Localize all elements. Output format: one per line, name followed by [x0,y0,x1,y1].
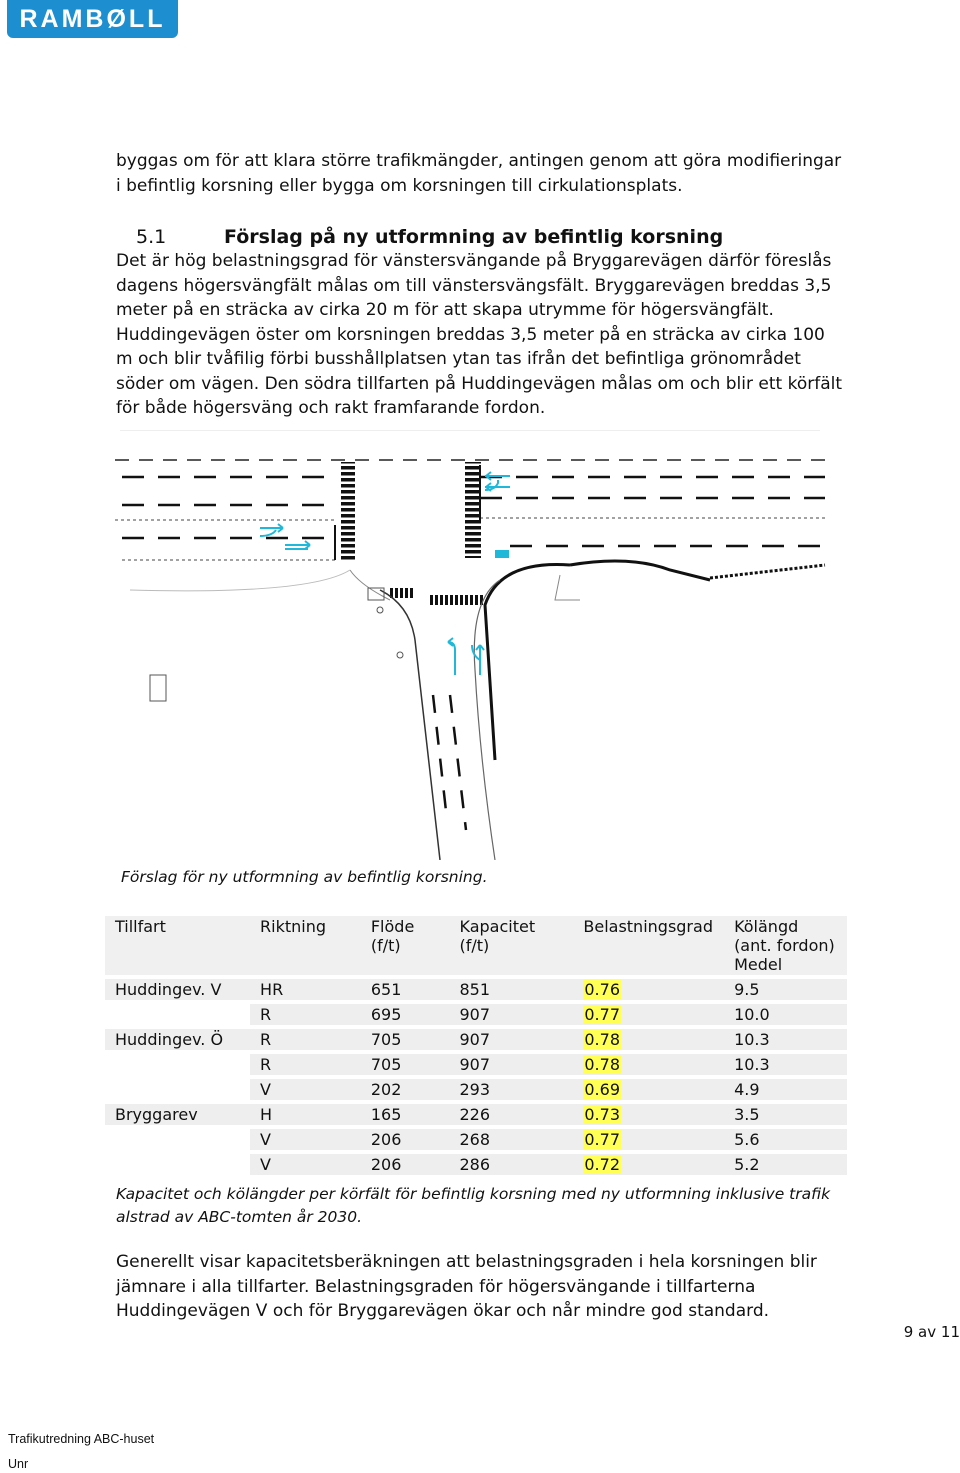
header-kapacitet: Kapacitet (f/t) [449,916,573,975]
cell-riktning: R [250,1004,361,1025]
cell-flode: 206 [361,1129,450,1150]
table-row [105,1154,847,1175]
cell-riktning: H [250,1104,361,1125]
header-kolangd: Kölängd (ant. fordon) Medel [724,916,847,975]
south-leg-east-edge [485,565,570,761]
cell-flode: 165 [361,1104,450,1125]
cell-flode: 705 [361,1054,450,1075]
cell-kolangd: 10.3 [724,1029,847,1050]
section-heading [136,226,723,248]
table-row [105,979,847,1000]
cell-tillfart [105,1129,250,1150]
section-body: Det är hög belastningsgrad för vänstersvängande på Bryggarevägen därför föreslås dagens högersvängfält målas om till vänstersvängsfält. Bryggarevägen breddas 3,5 meter på en sträcka av cirka 20 m för att skapa utrymme för högersvängfält. Huddingevägen öster om korsningen breddas 3,5 meter på en sträcka av cirka 100 m och blir tvåfilig förbi busshållplatsen ytan tas ifrån det befintliga grönområdet söder om vägen. Den södra tillfarten på Huddingevägen målas om och blir ett körfält för både högersväng och rakt framfarande fordon. [116,251,843,418]
cell-riktning: V [250,1079,361,1100]
cell-kapacitet: 226 [449,1104,573,1125]
cell-kapacitet: 286 [449,1154,573,1175]
header-riktning: Riktning [250,916,361,975]
crosswalk-east [465,462,481,558]
crosswalk-west [341,462,355,560]
footer-code: Unr [8,1457,29,1471]
cell-belastningsgrad [573,1129,724,1150]
highlight-value: 0.77 [584,1005,620,1024]
cell-riktning: HR [250,979,361,1000]
cell-belastningsgrad [573,1029,724,1050]
cell-kolangd: 10.0 [724,1004,847,1025]
cell-belastningsgrad [573,1154,724,1175]
table-row [105,1029,847,1050]
cell-kapacitet: 851 [449,979,573,1000]
cell-riktning: V [250,1154,361,1175]
ramboll-logo: RAMBØLL [7,0,178,38]
table-row [105,1004,847,1025]
cell-tillfart [105,1079,250,1100]
cell-flode: 705 [361,1029,450,1050]
table-header-row [105,916,847,975]
header-belastningsgrad: Belastningsgrad [573,916,724,975]
cell-kapacitet: 907 [449,1054,573,1075]
cell-kolangd: 5.6 [724,1129,847,1150]
highlight-value: 0.78 [584,1055,620,1074]
cell-riktning: R [250,1029,361,1050]
cell-kolangd: 5.2 [724,1154,847,1175]
cell-belastningsgrad [573,1004,724,1025]
figure-caption: Förslag för ny utformning av befintlig korsning. [121,868,488,886]
section-title: Förslag på ny utformning av befintlig korsning [224,226,724,248]
highlight-value: 0.72 [584,1155,620,1174]
cell-tillfart: Huddingev. Ö [105,1029,250,1050]
conclusion-paragraph: Generellt visar kapacitetsberäkningen att belastningsgraden i hela korsningen blir jämnare i alla tillfarter. Belastningsgraden för högersvängande i tillfarterna Huddingevägen V och för Bryggarevägen ökar och når mindre god standard. [116,1252,817,1321]
highlight-value: 0.78 [584,1030,620,1049]
highlight-value: 0.73 [584,1105,620,1124]
cell-kolangd: 3.5 [724,1104,847,1125]
cell-tillfart: Bryggarev [105,1104,250,1125]
cell-flode: 651 [361,979,450,1000]
cell-tillfart [105,1154,250,1175]
header-tillfart: Tillfart [105,916,250,975]
cell-belastningsgrad [573,979,724,1000]
cell-kapacitet: 907 [449,1029,573,1050]
cell-tillfart [105,1004,250,1025]
highlight-value: 0.69 [584,1080,620,1099]
table-row [105,1129,847,1150]
cell-flode: 206 [361,1154,450,1175]
south-leg-west-edge [380,590,440,860]
cell-belastningsgrad [573,1104,724,1125]
crosswalk-south-right [430,595,485,605]
cell-riktning: V [250,1129,361,1150]
cell-riktning: R [250,1054,361,1075]
footer-doc-title: Trafikutredning ABC-huset [8,1432,155,1446]
header-flode: Flöde (f/t) [361,916,450,975]
cell-tillfart: Huddingev. V [105,979,250,1000]
highlight-value: 0.77 [584,1130,620,1149]
capacity-table [105,912,847,1179]
cell-kapacitet: 907 [449,1004,573,1025]
table-row [105,1079,847,1100]
highlight-value: 0.76 [584,980,620,999]
table-row [105,1054,847,1075]
page-number: 9 av 11 [903,1323,960,1341]
cell-flode: 695 [361,1004,450,1025]
cell-belastningsgrad [573,1054,724,1075]
crosswalk-south-left [390,588,415,598]
intro-paragraph: byggas om för att klara större trafikmängder, antingen genom att göra modifieringar i befintlig korsning eller bygga om korsningen till cirkulationsplats. [116,151,842,196]
table-caption: Kapacitet och kölängder per körfält för befintlig korsning med ny utformning inklusive trafik alstrad av ABC-tomten år 2030. [116,1185,831,1226]
table-row [105,1104,847,1125]
intersection-diagram [110,430,830,860]
cell-kolangd: 10.3 [724,1054,847,1075]
cell-kapacitet: 268 [449,1129,573,1150]
cell-kolangd: 9.5 [724,979,847,1000]
section-number: 5.1 [136,226,167,248]
cell-kolangd: 4.9 [724,1079,847,1100]
cell-flode: 202 [361,1079,450,1100]
cell-kapacitet: 293 [449,1079,573,1100]
cell-tillfart [105,1054,250,1075]
cell-belastningsgrad [573,1079,724,1100]
